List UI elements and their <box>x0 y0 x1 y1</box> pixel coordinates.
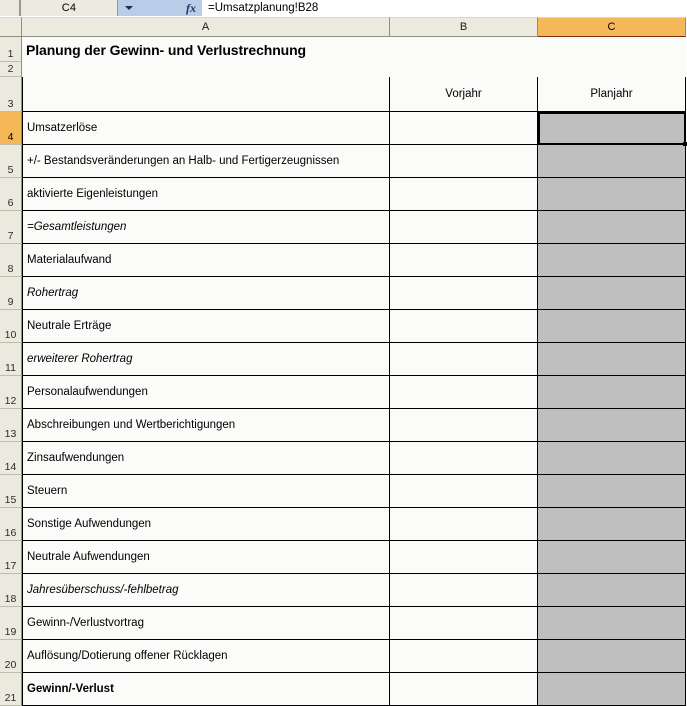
cell-C3[interactable] <box>538 77 686 112</box>
cell-B15[interactable] <box>390 475 538 508</box>
cell-C10[interactable] <box>538 310 686 343</box>
column-header-row <box>0 17 687 37</box>
cell-text: Vorjahr <box>445 88 482 100</box>
grid-row <box>0 343 687 376</box>
column-header-a[interactable] <box>22 17 390 37</box>
cell-C6[interactable] <box>538 178 686 211</box>
row-header-label: 4 <box>7 131 14 143</box>
cell-B4[interactable] <box>390 112 538 145</box>
grid-row <box>0 178 687 211</box>
cell-B8[interactable] <box>390 244 538 277</box>
cell-A12[interactable] <box>22 376 390 409</box>
name-box-dropdown-button[interactable] <box>118 0 140 16</box>
cell-C14[interactable] <box>538 442 686 475</box>
grid-row <box>0 37 687 62</box>
row-header-21[interactable] <box>0 673 22 706</box>
cell-B17[interactable] <box>390 541 538 574</box>
row-header-2[interactable] <box>0 62 22 77</box>
cell-C19[interactable] <box>538 607 686 640</box>
cell-B6[interactable] <box>390 178 538 211</box>
cell-A11[interactable] <box>22 343 390 376</box>
grid-row <box>0 244 687 277</box>
cell-A4[interactable] <box>22 112 390 145</box>
cell-A6[interactable] <box>22 178 390 211</box>
cell-text: aktivierte Eigenleistungen <box>27 188 159 200</box>
cell-C4[interactable] <box>538 112 686 145</box>
grid-row <box>0 409 687 442</box>
grid-row <box>0 673 687 706</box>
cell-text: Neutrale Erträge <box>27 320 112 332</box>
cell-text: +/- Bestandsveränderungen an Halb- und Fertigerzeugnissen <box>27 155 340 167</box>
grid-row <box>0 508 687 541</box>
cell-text: Jahresüberschuss/-fehlbetrag <box>27 584 179 596</box>
cell-B3[interactable] <box>390 77 538 112</box>
cell-A1[interactable] <box>22 37 390 62</box>
cell-text: Zinsaufwendungen <box>27 452 125 464</box>
row-header-6[interactable] <box>0 178 22 211</box>
cell-A10[interactable] <box>22 310 390 343</box>
cell-text: Umsatzerlöse <box>27 122 98 134</box>
cell-C21[interactable] <box>538 673 686 706</box>
row-header-label: 10 <box>4 329 17 341</box>
spreadsheet-grid <box>0 17 687 704</box>
cell-B13[interactable] <box>390 409 538 442</box>
row-header-label: 16 <box>4 527 17 539</box>
cell-text: Personalaufwendungen <box>27 386 148 398</box>
cell-B12[interactable] <box>390 376 538 409</box>
row-header-label: 17 <box>4 560 17 572</box>
cell-B19[interactable] <box>390 607 538 640</box>
cell-text: Gewinn/-Verlust <box>27 683 114 695</box>
cell-A14[interactable] <box>22 442 390 475</box>
column-header-a-label: A <box>201 21 210 33</box>
cell-text: Planjahr <box>590 88 633 100</box>
cell-A3[interactable] <box>22 77 390 112</box>
row-header-label: 6 <box>7 197 14 209</box>
row-header-14[interactable] <box>0 442 22 475</box>
cell-text: Rohertrag <box>27 287 79 299</box>
row-header-13[interactable] <box>0 409 22 442</box>
cell-B1[interactable] <box>390 37 538 62</box>
grid-row <box>0 62 687 77</box>
row-header-4[interactable] <box>0 112 22 145</box>
cell-B14[interactable] <box>390 442 538 475</box>
cell-A13[interactable] <box>22 409 390 442</box>
cell-A9[interactable] <box>22 277 390 310</box>
row-header-label: 3 <box>7 98 14 110</box>
grid-row <box>0 112 687 145</box>
cell-C9[interactable] <box>538 277 686 310</box>
cell-C1[interactable] <box>538 37 686 62</box>
formula-input-value: =Umsatzplanung!B28 <box>208 2 319 14</box>
row-header-label: 13 <box>4 428 17 440</box>
formula-input[interactable] <box>202 0 687 16</box>
grid-row <box>0 574 687 607</box>
cell-C17[interactable] <box>538 541 686 574</box>
formula-bar-left-spacer <box>0 0 20 16</box>
cell-B11[interactable] <box>390 343 538 376</box>
cell-C20[interactable] <box>538 640 686 673</box>
cell-text: erweiterer Rohertrag <box>27 353 133 365</box>
row-header-3[interactable] <box>0 77 22 112</box>
grid-row <box>0 277 687 310</box>
row-header-label: 15 <box>4 494 17 506</box>
cell-C7[interactable] <box>538 211 686 244</box>
row-header-label: 14 <box>4 461 17 473</box>
cell-A5[interactable] <box>22 145 390 178</box>
row-header-7[interactable] <box>0 211 22 244</box>
cell-text: Materialaufwand <box>27 254 112 266</box>
grid-body <box>0 37 687 706</box>
cell-C2[interactable] <box>538 62 686 77</box>
cell-A19[interactable] <box>22 607 390 640</box>
column-header-b[interactable] <box>390 17 538 37</box>
fx-icon: fx <box>186 0 196 15</box>
cell-A20[interactable] <box>22 640 390 673</box>
row-header-1[interactable] <box>0 37 22 62</box>
cell-A8[interactable] <box>22 244 390 277</box>
row-header-label: 5 <box>7 164 14 176</box>
row-header-label: 12 <box>4 395 17 407</box>
formula-bar <box>0 0 687 17</box>
cell-B16[interactable] <box>390 508 538 541</box>
row-header-16[interactable] <box>0 508 22 541</box>
cell-text: Sonstige Aufwendungen <box>27 518 152 530</box>
cell-C8[interactable] <box>538 244 686 277</box>
cell-A17[interactable] <box>22 541 390 574</box>
cell-text: Abschreibungen und Wertberichtigungen <box>27 419 236 431</box>
row-header-label: 21 <box>4 692 17 704</box>
column-header-c[interactable] <box>538 17 686 37</box>
cell-text: Neutrale Aufwendungen <box>27 551 150 563</box>
grid-row <box>0 442 687 475</box>
cell-B18[interactable] <box>390 574 538 607</box>
row-header-label: 9 <box>7 296 14 308</box>
row-header-label: 8 <box>7 263 14 275</box>
cell-A2[interactable] <box>22 62 390 77</box>
grid-row <box>0 310 687 343</box>
row-header-12[interactable] <box>0 376 22 409</box>
column-header-c-label: C <box>607 21 616 33</box>
cell-B2[interactable] <box>390 62 538 77</box>
cell-A7[interactable] <box>22 211 390 244</box>
grid-row <box>0 145 687 178</box>
row-header-19[interactable] <box>0 607 22 640</box>
grid-row <box>0 77 687 112</box>
insert-function-button[interactable] <box>140 0 202 16</box>
cell-A21[interactable] <box>22 673 390 706</box>
cell-C18[interactable] <box>538 574 686 607</box>
row-header-15[interactable] <box>0 475 22 508</box>
row-header-label: 1 <box>7 48 14 60</box>
row-header-label: 11 <box>5 362 16 374</box>
cell-B10[interactable] <box>390 310 538 343</box>
row-header-10[interactable] <box>0 310 22 343</box>
cell-C5[interactable] <box>538 145 686 178</box>
chevron-down-icon <box>125 6 133 10</box>
cell-C15[interactable] <box>538 475 686 508</box>
row-header-label: 19 <box>4 626 17 638</box>
cell-text: Steuern <box>27 485 68 497</box>
cell-text: Auflösung/Dotierung offener Rücklagen <box>27 650 228 662</box>
cell-text: Planung der Gewinn- und Verlustrechnung <box>26 41 307 58</box>
row-header-label: 2 <box>7 63 14 75</box>
grid-row <box>0 376 687 409</box>
name-box[interactable] <box>20 0 118 16</box>
row-header-11[interactable] <box>0 343 22 376</box>
cell-C16[interactable] <box>538 508 686 541</box>
row-header-label: 20 <box>4 659 17 671</box>
row-header-9[interactable] <box>0 277 22 310</box>
name-box-value: C4 <box>61 2 77 14</box>
row-header-18[interactable] <box>0 574 22 607</box>
cell-text: Gewinn-/Verlustvortrag <box>27 617 144 629</box>
row-header-label: 7 <box>7 230 14 242</box>
select-all-corner-button[interactable] <box>0 17 22 37</box>
row-header-5[interactable] <box>0 145 22 178</box>
cell-C11[interactable] <box>538 343 686 376</box>
cell-A15[interactable] <box>22 475 390 508</box>
cell-text: =Gesamtleistungen <box>27 221 127 233</box>
cell-A18[interactable] <box>22 574 390 607</box>
grid-row <box>0 541 687 574</box>
cell-C12[interactable] <box>538 376 686 409</box>
row-header-8[interactable] <box>0 244 22 277</box>
row-header-20[interactable] <box>0 640 22 673</box>
column-header-b-label: B <box>459 21 468 33</box>
cell-B9[interactable] <box>390 277 538 310</box>
grid-row <box>0 607 687 640</box>
cell-A16[interactable] <box>22 508 390 541</box>
row-header-17[interactable] <box>0 541 22 574</box>
grid-row <box>0 640 687 673</box>
cell-B20[interactable] <box>390 640 538 673</box>
cell-B21[interactable] <box>390 673 538 706</box>
cell-B5[interactable] <box>390 145 538 178</box>
grid-row <box>0 211 687 244</box>
cell-B7[interactable] <box>390 211 538 244</box>
grid-row <box>0 475 687 508</box>
cell-C13[interactable] <box>538 409 686 442</box>
row-header-label: 18 <box>4 593 17 605</box>
